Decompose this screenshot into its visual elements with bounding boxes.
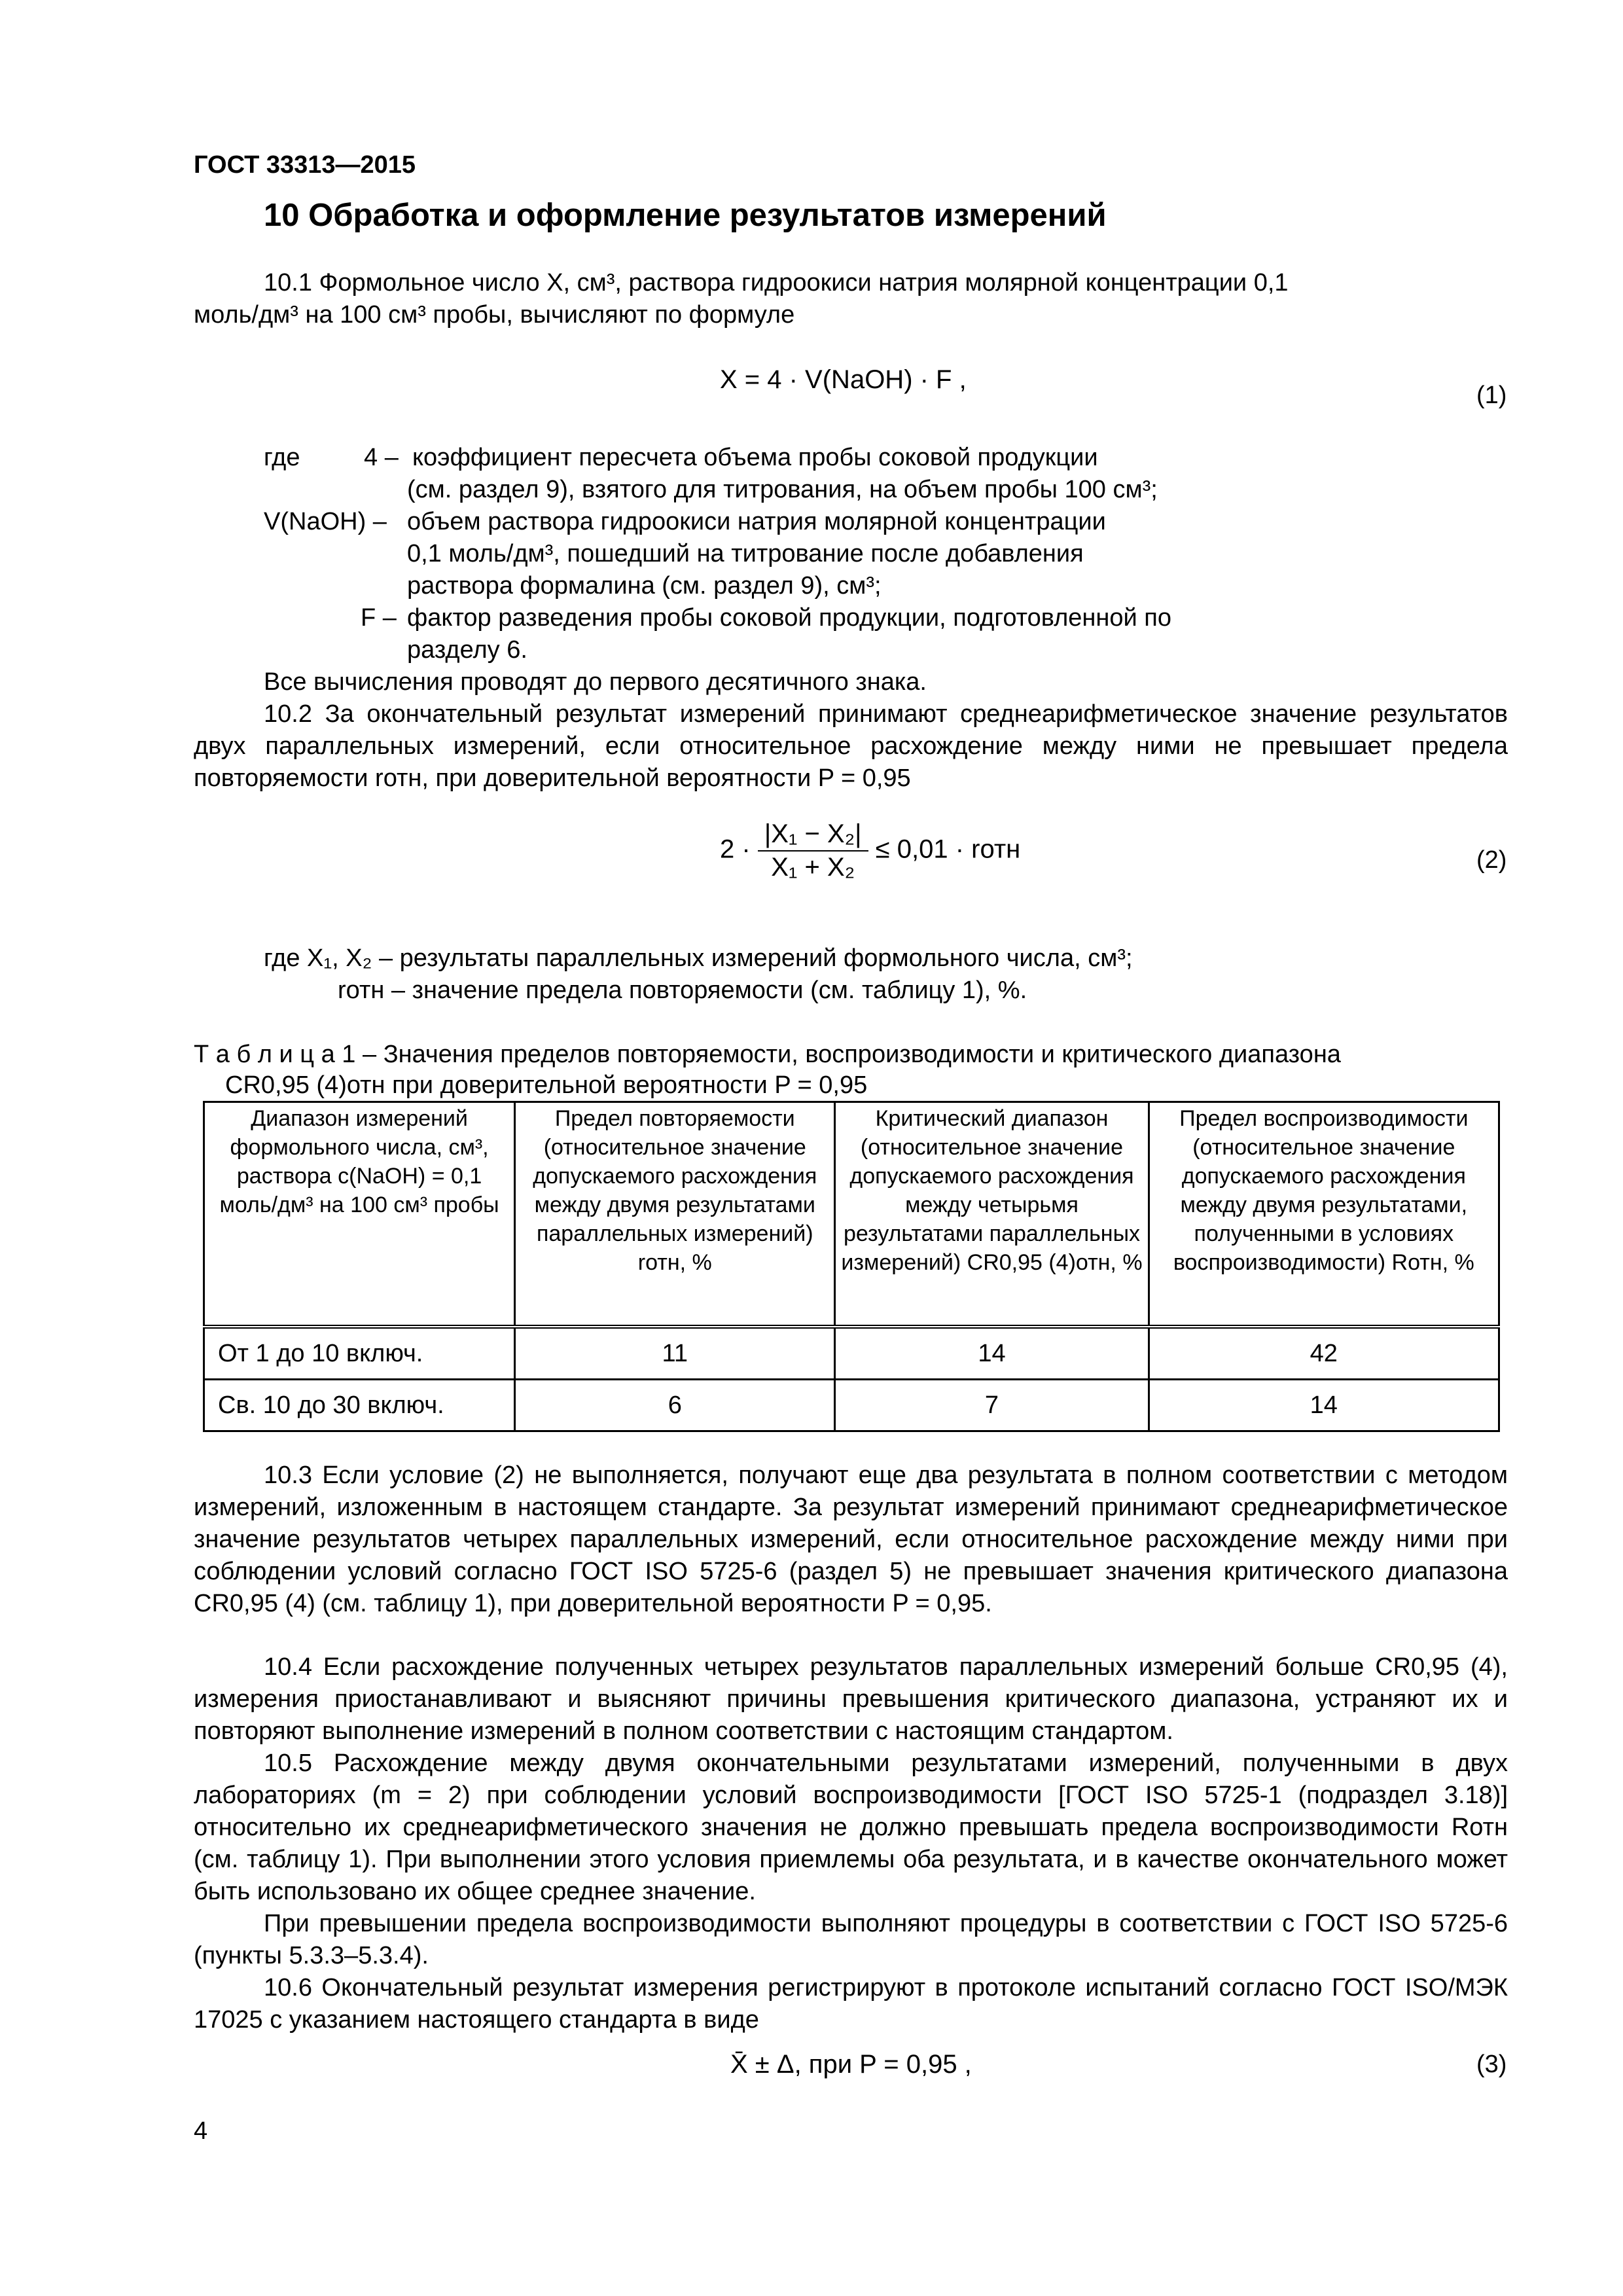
table-cell: 14 (1149, 1380, 1499, 1431)
def2-term: V(NaOH) – (264, 508, 387, 535)
formula-1-number: (1) (1476, 382, 1507, 409)
formula-2-left: 2 · (720, 834, 751, 864)
def1-line2: (см. раздел 9), взятого для титрования, на объем пробы 100 см³; (407, 476, 1158, 503)
table-row (204, 1380, 1499, 1431)
def1-line1: коэффициент пересчета объема пробы соковой продукции (412, 444, 1098, 471)
def2-line1: объем раствора гидроокиси натрия молярной концентрации (407, 508, 1106, 535)
table-cell: От 1 до 10 включ. (204, 1327, 515, 1380)
table-cell: 6 (515, 1380, 835, 1431)
where2-line1: где X₁, X₂ – результаты параллельных измерений формольного числа, см³; (264, 944, 1133, 972)
paragraph-10-5: 10.5 Расхождение между двумя окончательными результатами измерений, полученными в двух лабораториях (m = 2) при соблюдении условий воспроизводимости [ГОСТ ISO 5725-1 (подраздел 3.18)] относительно их среднеарифметического значения не должно превышать предела воспроизводимости Rотн (см. таблицу 1). При выполнении этого условия приемлемы оба результата, и в качестве окончательного может быть использовано их общее среднее значение. (194, 1749, 1508, 1905)
def3-line1: фактор разведения пробы соковой продукции, подготовленной по (407, 604, 1171, 632)
def2-line3: раствора формалина (см. раздел 9), см³; (407, 572, 882, 600)
paragraph-10-3: 10.3 Если условие (2) не выполняется, получают еще два результата в полном соответствии с методом измерений, изложенным в настоящем стандарте. За результат измерений принимают среднеарифметическое значение результатов четырех параллельных измерений, если относительное расхождение между ними при соблюдении условий согласно ГОСТ ISO 5725-6 (раздел 5) не превышает значения критического диапазона CR0,95 (4) (см. таблицу 1), при доверительной вероятности P = 0,95. (194, 1462, 1508, 1617)
table-1-caption-line2: CR0,95 (4)отн при доверительной вероятности P = 0,95 (225, 1071, 868, 1099)
table-1-caption-line1: Т а б л и ц а 1 – Значения пределов повторяемости, воспроизводимости и критического диапазона (194, 1041, 1341, 1068)
table-cell: 11 (515, 1327, 835, 1380)
formula-2 (720, 818, 1020, 884)
table-header-cell: Диапазон измерений формольного числа, см³, раствора c(NaOH) = 0,1 моль/дм³ на 100 см³ пробы (204, 1102, 515, 1327)
formula-2-number: (2) (1476, 846, 1507, 874)
def2-line2: 0,1 моль/дм³, пошедший на титрование после добавления (407, 540, 1084, 567)
table-cell: Св. 10 до 30 включ. (204, 1380, 515, 1431)
table-row (204, 1327, 1499, 1380)
formula-2-denominator: X₁ + X₂ (771, 853, 855, 882)
table-header-row (204, 1102, 1499, 1327)
table-header-cell: Предел повторяемости (относительное значение допускаемого расхождения между двумя результатами параллельных измерений) rотн, % (515, 1102, 835, 1327)
table-header-cell: Критический диапазон (относительное значение допускаемого расхождения между четырьмя результатами параллельных измерений) CR0,95 (4)отн, % (835, 1102, 1149, 1327)
formula-1: X = 4 · V(NaOH) · F , (720, 365, 967, 394)
formula-2-fraction (758, 818, 868, 884)
table-1 (203, 1101, 1500, 1432)
def1-term: 4 – (364, 444, 399, 471)
def3-term: F – (361, 604, 397, 632)
formula-3-number: (3) (1476, 2051, 1507, 2078)
table-header-cell: Предел воспроизводимости (относительное значение допускаемого расхождения между двумя результатами, полученными в условиях воспроизводимости) Rотн, % (1149, 1102, 1499, 1327)
formula-3: X̄ ± Δ, при P = 0,95 , (730, 2050, 972, 2079)
table-cell: 7 (835, 1380, 1149, 1431)
paragraph-10-4: 10.4 Если расхождение полученных четырех результатов параллельных измерений больше CR0,95 (4), измерения приостанавливают и выясняют причины превышения критического диапазона, устраняют их и повторяют выполнение измерений в полном соответствии с настоящим стандартом. (194, 1653, 1508, 1745)
def3-line2: разделу 6. (407, 636, 527, 664)
page-number: 4 (194, 2117, 208, 2145)
where-word: где (264, 444, 300, 471)
paragraph-10-1-line2: моль/дм³ на 100 см³ пробы, вычисляют по формуле (194, 301, 795, 329)
formula-2-numerator: |X₁ − X₂| (758, 818, 868, 852)
paragraph-10-6: 10.6 Окончательный результат измерения регистрируют в протоколе испытаний согласно ГОСТ ISO/МЭК 17025 с указанием настоящего стандарта в виде (194, 1974, 1508, 2034)
table-cell: 14 (835, 1327, 1149, 1380)
where2-line2: rотн – значение предела повторяемости (см. таблицу 1), %. (338, 977, 1027, 1004)
table-cell: 42 (1149, 1327, 1499, 1380)
formula-2-right: ≤ 0,01 · rотн (875, 834, 1021, 864)
paragraph-10-1-line1: 10.1 Формольное число X, см³, раствора гидроокиси натрия молярной концентрации 0,1 (264, 269, 1289, 296)
paragraph-exceed: При превышении предела воспроизводимости выполняют процедуры в соответствии с ГОСТ ISO 5725-6 (пункты 5.3.3–5.3.4). (194, 1910, 1508, 1969)
section-title: 10 Обработка и оформление результатов измерений (264, 198, 1107, 233)
document-header: ГОСТ 33313—2015 (194, 151, 416, 179)
paragraph-10-2: 10.2 За окончательный результат измерений принимают среднеарифметическое значение результатов двух параллельных измерений, если относительное расхождение между ними не превышает предела повторяемости rотн, при доверительной вероятности P = 0,95 (194, 700, 1508, 792)
calc-note: Все вычисления проводят до первого десятичного знака. (264, 668, 927, 696)
